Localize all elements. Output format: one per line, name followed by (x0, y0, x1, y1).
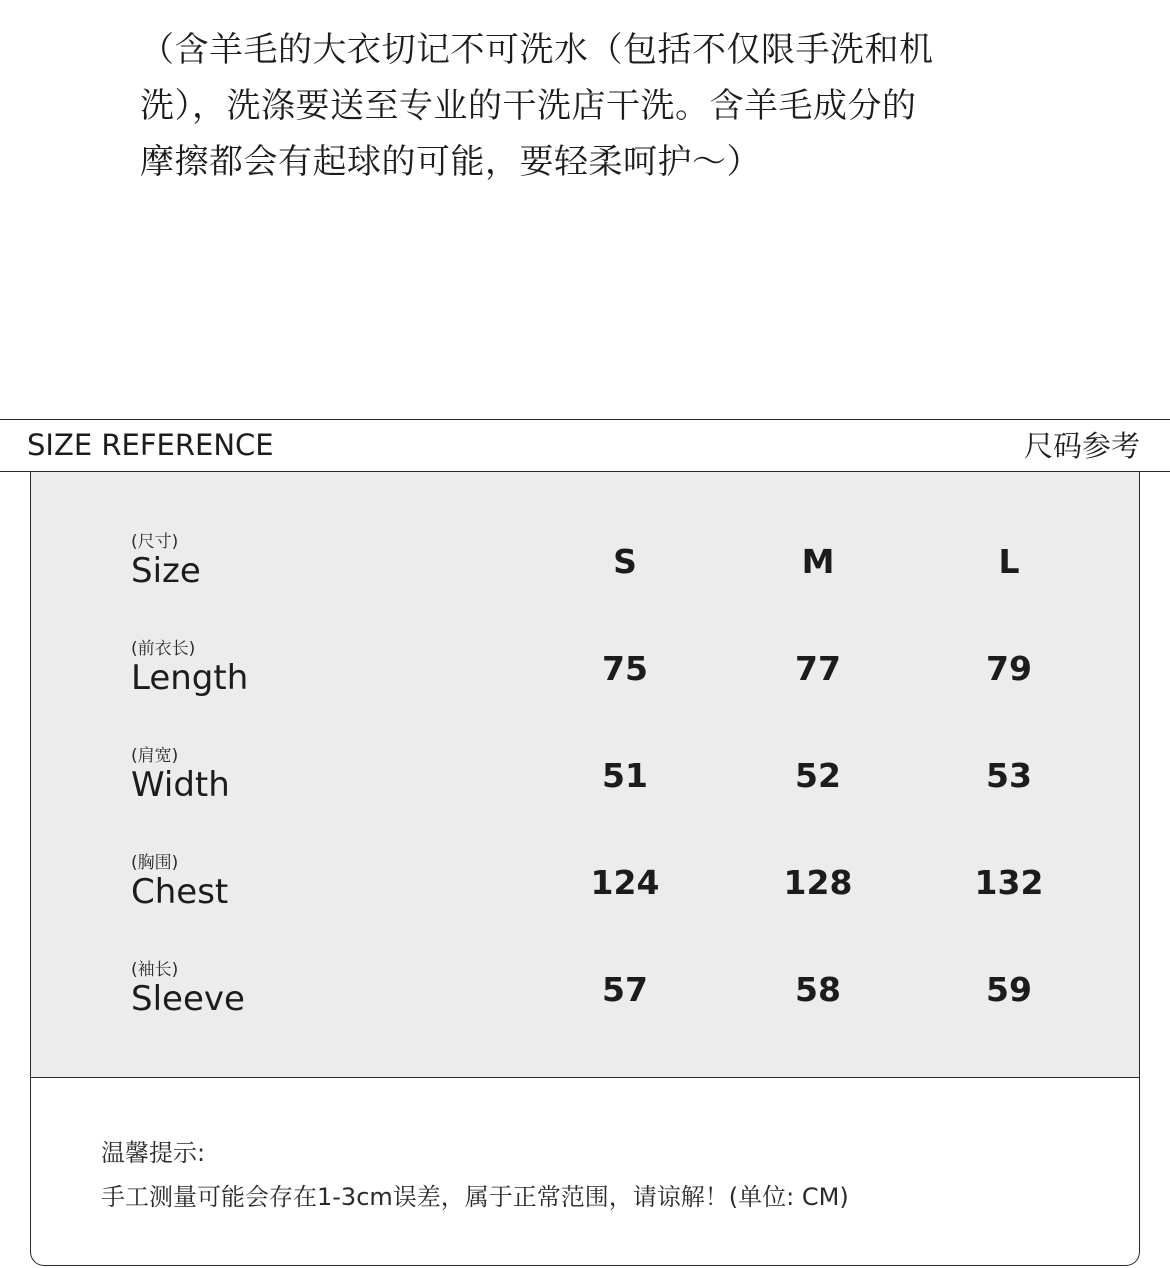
tips-text: 手工测量可能会存在1-3cm误差，属于正常范围，请谅解！(单位: CM) (101, 1183, 849, 1211)
row-label (131, 639, 248, 697)
size-table (31, 472, 1139, 1078)
value-s: 75 (602, 649, 648, 688)
care-instructions (140, 22, 1040, 190)
label-en: Chest (131, 872, 229, 912)
value-m: 52 (795, 756, 841, 795)
size-column-s: S (613, 542, 637, 581)
label-cn: (袖长) (131, 960, 179, 980)
label-en: Width (131, 765, 230, 805)
label-cn: (尺寸) (131, 532, 179, 552)
care-line-3: 摩擦都会有起球的可能，要轻柔呵护～） (140, 142, 761, 182)
value-s: 124 (590, 863, 660, 902)
value-l: 53 (986, 756, 1032, 795)
table-row-width (31, 746, 1139, 826)
header-title-en: SIZE REFERENCE (27, 428, 274, 462)
size-panel (30, 472, 1140, 1266)
value-l: 79 (986, 649, 1032, 688)
value-s: 57 (602, 970, 648, 1009)
tips-title: 温馨提示: (101, 1139, 206, 1167)
measurement-tips (101, 1136, 849, 1214)
label-cn: (前衣长) (131, 639, 196, 659)
row-label (131, 960, 245, 1018)
care-line-2: 洗），洗涤要送至专业的干洗店干洗。含羊毛成分的 (140, 86, 917, 126)
row-label (131, 746, 230, 804)
label-cn: (肩宽) (131, 746, 179, 766)
label-en: Size (131, 551, 201, 591)
value-s: 51 (602, 756, 648, 795)
value-m: 58 (795, 970, 841, 1009)
label-en: Sleeve (131, 979, 245, 1019)
value-l: 132 (974, 863, 1044, 902)
label-en: Length (131, 658, 249, 698)
label-cn: (胸围) (131, 853, 179, 873)
row-label (131, 532, 201, 590)
value-m: 77 (795, 649, 841, 688)
size-header-row (31, 532, 1139, 612)
row-label (131, 853, 228, 911)
size-column-m: M (801, 542, 835, 581)
value-l: 59 (986, 970, 1032, 1009)
table-row-length (31, 639, 1139, 719)
size-reference-header (0, 419, 1170, 472)
header-title-cn: 尺码参考 (1023, 429, 1140, 463)
value-m: 128 (783, 863, 853, 902)
table-row-chest (31, 853, 1139, 933)
table-row-sleeve (31, 960, 1139, 1040)
care-line-1: （含羊毛的大衣切记不可洗水（包括不仅限手洗和机 (140, 30, 934, 70)
size-column-l: L (998, 542, 1020, 581)
